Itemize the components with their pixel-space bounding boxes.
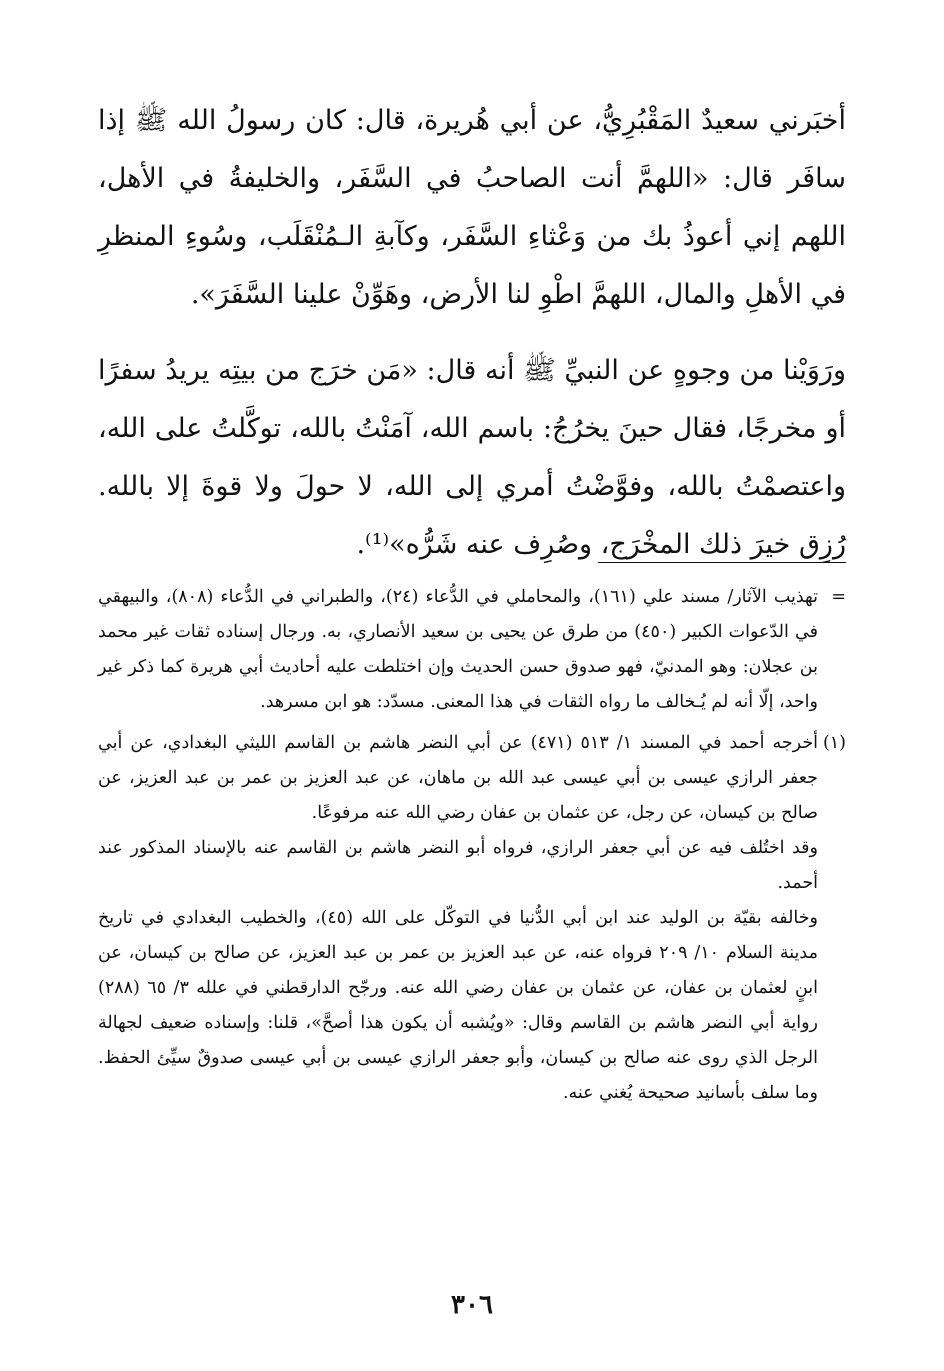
footnote-1-paragraph-2: وقد اختُلف فيه عن أبي جعفر الرازي، فرواه أبو النضر هاشم بن القاسم عنه بالإسناد المذكور عند أحمد. bbox=[98, 838, 818, 893]
footnote-1-body bbox=[98, 726, 818, 1111]
main-text bbox=[98, 92, 846, 592]
footnotes-section bbox=[98, 580, 846, 1117]
footnote-1-paragraph-3: وخالفه بقيّة بن الوليد عند ابن أبي الدُّنيا في التوكّل على الله (٤٥)، والخطيب البغدادي في تاريخ مدينة السلام ١٠/ ٢٠٩ فرواه عنه، عن عبد العزيز بن عمر بن عبد العزيز، عن صالح بن كيسان، عن ابنٍ لعثمان بن عفان، عن عثمان بن عفان رضي الله عنه. ورجّح الدارقطني في علله ٣/ ٦٥ (٢٨٨) رواية أبي النضر هاشم بن القاسم وقال: «ويُشبه أن يكون هذا أصحَّ»، قلنا: وإسناده ضعيف لجهالة الرجل الذي روى عنه صالح بن كيسان، وأبو جعفر الرازي عيسى بن أبي عيسى صدوقٌ سيِّئ الحفظ. وما سلف بأسانيد صحيحة يُغني عنه. bbox=[98, 908, 819, 1103]
footnote-continuation-text: تهذيب الآثار/ مسند علي (١٦١)، والمحاملي في الدُّعاء (٢٤)، والطبراني في الدُّعاء (٨٠٨)، والبيهقي في الدّعوات الكبير (٤٥٠) من طرق عن يحيى بن سعيد الأنصاري، به. ورجال إسناده ثقات غير محمد بن عجلان: وهو المدنيّ، فهو صدوق حسن الحديث وإن اختلطت عليه أحاديث أبي هريرة كما ذكر غير واحد، إلّا أنه لم يُـخالف ما رواه الثقات في هذا المعنى. مسدّد: هو ابن مسرهد. bbox=[98, 587, 818, 712]
main-paragraph-2: ورَوَيْنا من وجوهٍ عن النبيِّ ﷺ أنه قال: «مَن خرَج من بيتِه يريدُ سفرًا أو مخرجًا، فقال حينَ يخرُجُ: باسم الله، آمَنْتُ بالله، توكَّلتُ على الله، واعتصمْتُ بالله، وفوَّضْتُ أمري إلى الله، لا حولَ ولا قوةَ إلا بالله. رُزِق خيرَ ذلك المخْرَج، وصُرِف عنه شَرُّه»⁽¹⁾. bbox=[98, 355, 846, 560]
continuation-marker: = bbox=[831, 587, 846, 607]
page-number: ٣٠٦ bbox=[451, 1290, 493, 1320]
footnote-continuation bbox=[98, 580, 846, 720]
footnote-1-paragraph-1: أخرجه أحمد في المسند ١/ ٥١٣ (٤٧١) عن أبي النضر هاشم بن القاسم الليثي البغدادي، عن أبي جعفر الرازي عيسى بن أبي عيسى عبد الله بن ماهان، عن عبد العزيز بن عمر بن عبد العزيز، عن صالح بن كيسان، عن رجل، عن عثمان بن عفان رضي الله عنه مرفوعًا. bbox=[98, 733, 818, 823]
main-paragraph-1: أخبَرني سعيدٌ المَقْبُرِيُّ، عن أبي هُريرة، قال: كان رسولُ الله ﷺ إذا سافَر قال: «اللهمَّ أنت الصاحبُ في السَّفَر، والخليفةُ في الأهل، اللهم إني أعوذُ بك من وَعْثاءِ السَّفَر، وكآبةِ الـمُنْقَلَب، وسُوءِ المنظرِ في الأهلِ والمال، اللهمَّ اطْوِ لنا الأرض، وهَوِّنْ علينا السَّفَرَ». bbox=[98, 105, 846, 310]
footnote-1-marker: (١) bbox=[822, 733, 846, 753]
footnote-1 bbox=[98, 726, 846, 1111]
footnote-divider bbox=[598, 562, 846, 563]
